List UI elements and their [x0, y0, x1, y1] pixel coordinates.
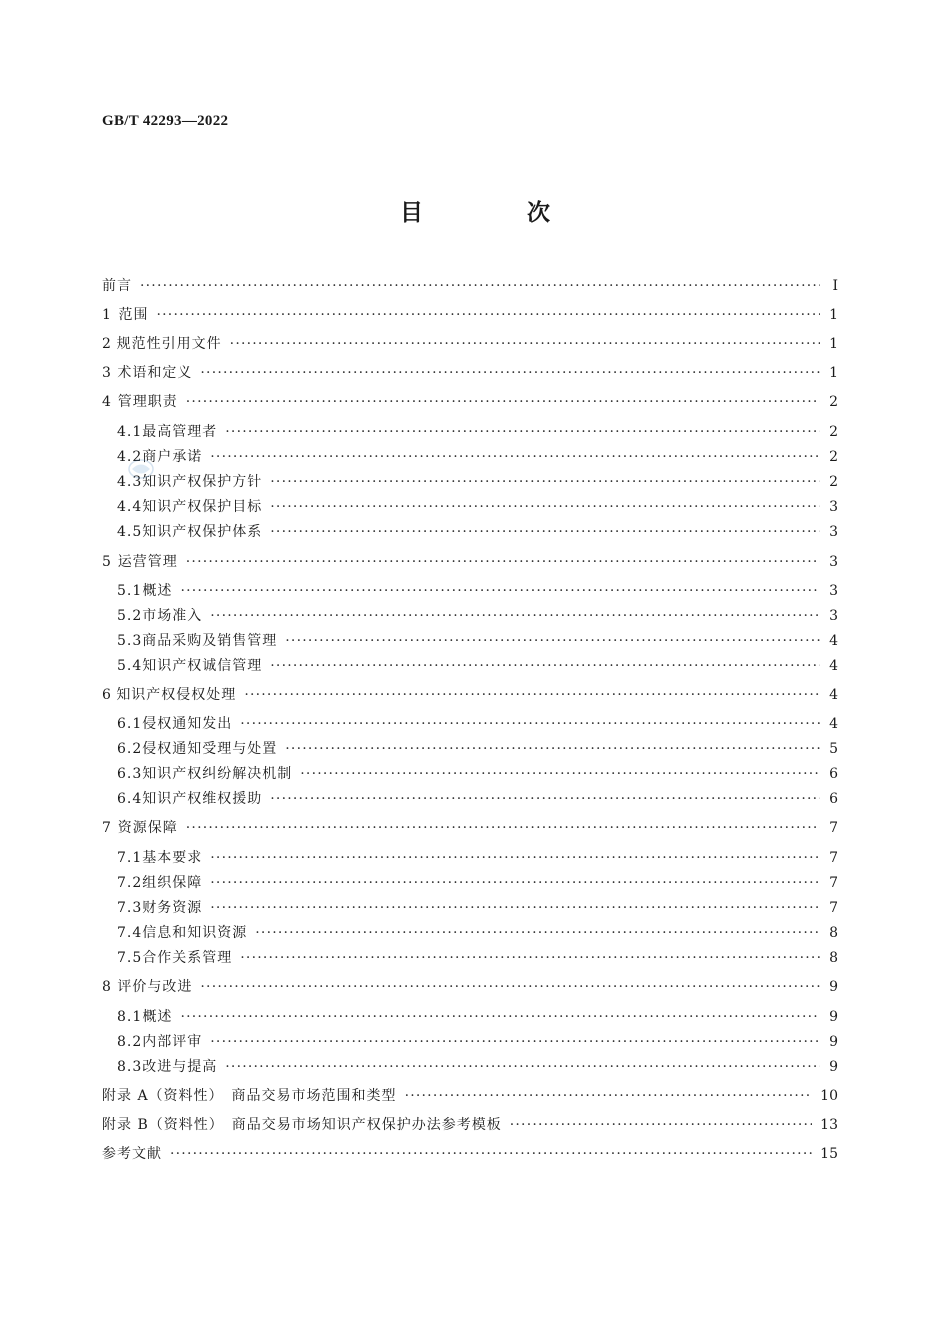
toc-entry[interactable] — [117, 629, 838, 651]
toc-entry-label: 基本要求 — [142, 850, 203, 866]
toc-entry-page: 2 — [829, 474, 838, 490]
toc-entry-label: 信息和知识资源 — [142, 925, 248, 941]
toc-leader-dots — [210, 873, 820, 893]
toc-entry-page: 4 — [829, 687, 838, 703]
toc-leader-dots — [210, 848, 820, 868]
toc-entry-page: 8 — [829, 950, 838, 966]
toc-entry[interactable] — [117, 445, 838, 467]
document-code: GB/T 42293—2022 — [102, 113, 229, 129]
toc-entry-number: 5.1 — [117, 583, 143, 599]
toc-entry-page: 2 — [829, 424, 838, 440]
toc-entry-page: 3 — [829, 499, 838, 515]
toc-entry[interactable] — [102, 975, 838, 997]
toc-entry-label: 知识产权维权援助 — [142, 791, 263, 807]
toc-leader-dots — [210, 1032, 820, 1052]
toc-entry[interactable] — [117, 579, 838, 601]
toc-entry-page: 9 — [829, 1034, 838, 1050]
toc-leader-dots — [240, 714, 820, 734]
toc-entry-label: 商户承诺 — [142, 449, 203, 465]
toc-leader-dots — [240, 948, 820, 968]
toc-entry-number: 2 — [102, 336, 112, 352]
toc-entry-number: 8.3 — [117, 1059, 143, 1075]
toc-leader-dots — [157, 305, 821, 325]
toc-leader-dots — [180, 1007, 820, 1027]
toc-entry-page: 6 — [829, 791, 838, 807]
toc-entry-label: 知识产权诚信管理 — [142, 658, 263, 674]
toc-entry-label: 合作关系管理 — [142, 950, 233, 966]
toc-entry[interactable] — [117, 896, 838, 918]
toc-entry-page: 3 — [829, 524, 838, 540]
toc-entry-number: 8.2 — [117, 1034, 143, 1050]
toc-entry[interactable] — [102, 550, 838, 572]
toc-entry-page: 7 — [829, 850, 838, 866]
toc-leader-dots — [270, 497, 820, 517]
toc-leader-dots — [255, 923, 820, 943]
toc-entry-page: Ⅰ — [832, 278, 838, 294]
toc-entry[interactable] — [102, 390, 838, 412]
toc-entry-label: 知识产权纠纷解决机制 — [142, 766, 293, 782]
toc-entry-page: 5 — [829, 741, 838, 757]
toc-entry-number: 6.4 — [117, 791, 143, 807]
toc-leader-dots — [200, 363, 820, 383]
toc-leader-dots — [225, 1057, 820, 1077]
toc-entry-page: 9 — [829, 1009, 838, 1025]
toc-entry-label: 附录 A（资料性） 商品交易市场范围和类型 — [102, 1088, 397, 1104]
toc-entry[interactable] — [117, 946, 838, 968]
toc-entry-label: 改进与提高 — [142, 1059, 218, 1075]
toc-entry[interactable] — [117, 1005, 838, 1027]
toc-entry-number: 5.4 — [117, 658, 143, 674]
toc-entry[interactable] — [102, 816, 838, 838]
toc-entry-number: 7.5 — [117, 950, 143, 966]
toc-entry-number: 6.2 — [117, 741, 143, 757]
toc-entry-page: 15 — [820, 1146, 838, 1162]
toc-leader-dots — [270, 789, 820, 809]
toc-entry-number: 6.3 — [117, 766, 143, 782]
toc-leader-dots — [510, 1115, 812, 1135]
toc-entry[interactable] — [117, 737, 838, 759]
toc-leader-dots — [285, 739, 820, 759]
toc-entry-page: 10 — [820, 1088, 838, 1104]
toc-leader-dots — [186, 392, 820, 412]
toc-leader-dots — [270, 522, 820, 542]
toc-entry-page: 4 — [829, 716, 838, 732]
toc-entry[interactable] — [102, 332, 838, 354]
toc-entry-label: 运营管理 — [117, 554, 178, 570]
toc-entry-page: 3 — [829, 554, 838, 570]
toc-entry-page: 1 — [829, 365, 838, 381]
toc-entry-label: 参考文献 — [102, 1146, 162, 1162]
toc-entry-page: 1 — [829, 336, 838, 352]
toc-leader-dots — [225, 422, 820, 442]
toc-entry-label: 附录 B（资料性） 商品交易市场知识产权保护办法参考模板 — [102, 1117, 502, 1133]
toc-entry-number: 4.1 — [117, 424, 143, 440]
toc-entry-label: 评价与改进 — [117, 979, 193, 995]
toc-entry-number: 1 — [102, 307, 112, 323]
toc-leader-dots — [186, 818, 820, 838]
toc-entry-page: 4 — [829, 658, 838, 674]
toc-entry-number: 7.2 — [117, 875, 143, 891]
toc-entry-label: 术语和定义 — [117, 365, 193, 381]
toc-entry-number: 7.4 — [117, 925, 143, 941]
toc-entry[interactable] — [102, 1084, 838, 1106]
toc-entry-number: 4.3 — [117, 474, 143, 490]
toc-entry-label: 商品采购及销售管理 — [142, 633, 278, 649]
toc-entry[interactable] — [117, 1030, 838, 1052]
toc-entry-label: 概述 — [142, 583, 173, 599]
toc-entry[interactable] — [102, 1142, 838, 1164]
toc-entry-label: 资源保障 — [117, 820, 178, 836]
toc-entry-page: 2 — [829, 449, 838, 465]
toc-leader-dots — [200, 977, 820, 997]
watermark-logo-icon — [128, 458, 154, 480]
toc-entry-label: 知识产权保护目标 — [142, 499, 263, 515]
toc-entry-label: 侵权通知发出 — [142, 716, 233, 732]
toc-leader-dots — [186, 552, 820, 572]
toc-entry-number: 4.5 — [117, 524, 143, 540]
toc-leader-dots — [270, 656, 820, 676]
toc-entry[interactable] — [117, 420, 838, 442]
toc-entry-label: 市场准入 — [142, 608, 203, 624]
toc-leader-dots — [230, 334, 820, 354]
toc-entry[interactable] — [117, 1055, 838, 1077]
toc-leader-dots — [140, 276, 820, 296]
toc-entry[interactable] — [117, 787, 838, 809]
toc-entry-number: 6 — [102, 687, 112, 703]
toc-entry-label: 范围 — [118, 307, 149, 323]
toc-entry-number: 7 — [102, 820, 112, 836]
toc-entry[interactable] — [102, 303, 838, 325]
toc-entry[interactable] — [117, 520, 838, 542]
toc-entry-number: 5 — [102, 554, 112, 570]
toc-leader-dots — [300, 764, 820, 784]
toc-entry-page: 9 — [829, 979, 838, 995]
toc-entry-page: 6 — [829, 766, 838, 782]
toc-entry-page: 13 — [820, 1117, 838, 1133]
toc-entry-label: 管理职责 — [117, 394, 178, 410]
toc-entry-page: 3 — [829, 608, 838, 624]
toc-entry-page: 4 — [829, 633, 838, 649]
toc-entry[interactable] — [102, 274, 838, 296]
toc-entry-number: 6.1 — [117, 716, 143, 732]
toc-entry[interactable] — [117, 712, 838, 734]
toc-entry-label: 概述 — [142, 1009, 173, 1025]
toc-entry[interactable] — [117, 604, 838, 626]
toc-leader-dots — [210, 606, 820, 626]
toc-entry[interactable] — [117, 871, 838, 893]
toc-entry[interactable] — [117, 762, 838, 784]
toc-entry-number: 4 — [102, 394, 112, 410]
toc-entry-label: 侵权通知受理与处置 — [142, 741, 278, 757]
toc-entry[interactable] — [117, 470, 838, 492]
toc-entry-label: 规范性引用文件 — [116, 336, 222, 352]
toc-entry-number: 8.1 — [117, 1009, 143, 1025]
toc-leader-dots — [170, 1144, 812, 1164]
toc-leader-dots — [285, 631, 820, 651]
toc-leader-dots — [244, 685, 820, 705]
toc-leader-dots — [405, 1086, 813, 1106]
toc-entry[interactable] — [117, 921, 838, 943]
toc-entry[interactable] — [102, 361, 838, 383]
toc-entry-page: 7 — [829, 820, 838, 836]
toc-entry-label: 内部评审 — [142, 1034, 203, 1050]
toc-entry-label: 财务资源 — [142, 900, 203, 916]
toc-entry-number: 3 — [102, 365, 112, 381]
toc-entry-number: 4.2 — [117, 449, 143, 465]
toc-entry-label: 知识产权保护体系 — [142, 524, 263, 540]
toc-entry-number: 8 — [102, 979, 112, 995]
toc-entry[interactable] — [117, 495, 838, 517]
toc-entry-label: 前言 — [102, 278, 132, 294]
toc-entry-number: 5.2 — [117, 608, 143, 624]
toc-entry-number: 7.3 — [117, 900, 143, 916]
toc-entry[interactable] — [117, 846, 838, 868]
toc-entry-page: 7 — [829, 900, 838, 916]
toc-entry-page: 1 — [829, 307, 838, 323]
toc-leader-dots — [210, 447, 820, 467]
toc-entry-number: 4.4 — [117, 499, 143, 515]
toc-leader-dots — [270, 472, 820, 492]
toc-entry-page: 3 — [829, 583, 838, 599]
toc-entry-label: 知识产权侵权处理 — [116, 687, 237, 703]
toc-entry-label: 组织保障 — [142, 875, 203, 891]
toc-entry-page: 2 — [829, 394, 838, 410]
toc-entry-label: 知识产权保护方针 — [142, 474, 263, 490]
toc-entry-label: 最高管理者 — [142, 424, 218, 440]
toc-entry[interactable] — [102, 1113, 838, 1135]
toc-leader-dots — [180, 581, 820, 601]
toc-entry[interactable] — [102, 683, 838, 705]
toc-entry-number: 5.3 — [117, 633, 143, 649]
toc-entry[interactable] — [117, 654, 838, 676]
toc-entry-number: 7.1 — [117, 850, 143, 866]
toc-entry-page: 7 — [829, 875, 838, 891]
toc-leader-dots — [210, 898, 820, 918]
toc-entry-page: 8 — [829, 925, 838, 941]
toc-entry-page: 9 — [829, 1059, 838, 1075]
toc-title: 目 次 — [399, 200, 598, 226]
